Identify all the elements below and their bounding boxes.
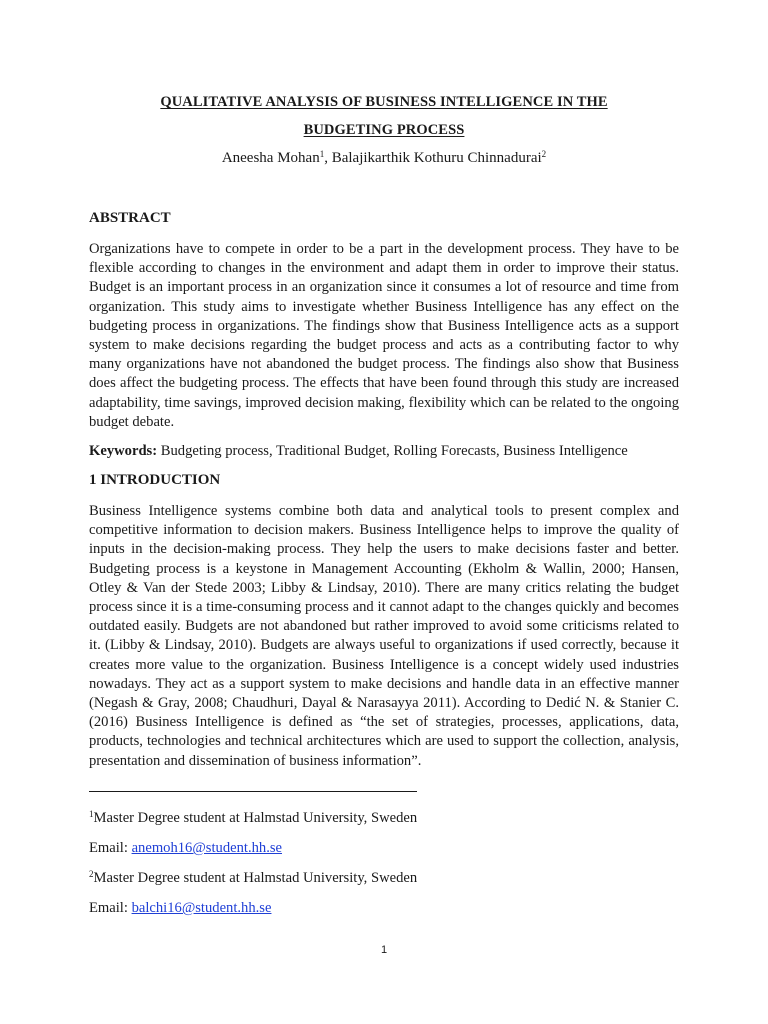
paper-title-line-1: QUALITATIVE ANALYSIS OF BUSINESS INTELLIGENCE IN THE [160, 94, 608, 110]
introduction-text: Business Intelligence systems combine both data and analytical tools to present complex and competitive information to decision makers. Business Intelligence helps to improve the quality of inputs in the decision-making process. They help the users to make decisions faster and better. Budgeting process is a keystone in Management Accounting (Ekholm & Wallin, 2000; Hansen, Otley & Van der Stede 2003; Libby & Lindsay, 2010). There are many critics relating the budget process since it is a time-consuming process and it cannot adapt to the changes quickly and becomes outdated easily. Budgets are not abandoned but rather improved to avoid some criticisms related to it. (Libby & Lindsay, 2010). Budgets are always useful to organizations if used correctly, because it creates more value to the organization. Business Intelligence is a concept widely used industries nowadays. They act as a support system to make decisions and handle data in an effective manner (Negash & Gray, 2008; Chaudhuri, Dayal & Narasayya 2011). According to Dedić N. & Stanier C. (2016) Business Intelligence is defined as “the set of strategies, processes, applications, data, products, technologies and technical architectures which are used to support the collection, analysis, presentation and dissemination of business information”. [89, 503, 679, 769]
keywords-text: Budgeting process, Traditional Budget, Rolling Forecasts, Business Intelligence [157, 443, 628, 459]
footnote-1-mark: 1 [89, 809, 94, 819]
author-1-footnote-mark: 1 [319, 149, 325, 159]
footnote-2-text: Master Degree student at Halmstad University, Sweden [93, 870, 418, 886]
author-2: Balajikarthik Kothuru Chinnadurai [331, 150, 542, 166]
keywords-line [89, 442, 679, 461]
abstract-heading: ABSTRACT [89, 210, 171, 226]
author-2-email-link[interactable]: balchi16@student.hh.se [131, 900, 272, 916]
abstract-text: Organizations have to compete in order to be a part in the development process. They have to be flexible according to changes in the environment and adapt them in order to improve their status. Budget is an important process in an organization since it consumes a lot of resource and time from organization. This study aims to investigate whether Business Intelligence has any effect on the budgeting process in organizations. The findings show that Business Intelligence acts as a support system to make decisions regarding the budget process and acts as a contributing factor to why many organizations have not abandoned the budget process. The findings also show that Business does affect the budgeting process. The effects that have been found through this study are increased adaptability, time savings, improved decision making, flexibility which can be related to the ongoing budget debate. [89, 241, 679, 430]
footnote-divider [89, 791, 417, 792]
author-1-email-link[interactable]: anemoh16@student.hh.se [131, 840, 282, 856]
footnote-2-email-line [89, 900, 271, 917]
author-2-footnote-mark: 2 [541, 149, 547, 159]
author-separator: , [324, 150, 332, 166]
footnote-1-email-line [89, 840, 282, 857]
introduction-heading: 1 INTRODUCTION [89, 472, 221, 488]
footnote-1 [89, 810, 417, 827]
footnote-2-email-label: Email: [89, 900, 132, 916]
paper-title-line-2: BUDGETING PROCESS [303, 122, 465, 138]
author-list [0, 150, 768, 167]
page-number: 1 [380, 944, 388, 956]
footnote-1-email-label: Email: [89, 840, 132, 856]
footnote-2 [89, 870, 417, 887]
footnote-2-mark: 2 [89, 869, 94, 879]
footnote-1-text: Master Degree student at Halmstad University, Sweden [93, 810, 418, 826]
author-1: Aneesha Mohan [221, 150, 320, 166]
keywords-label: Keywords: [89, 443, 158, 459]
